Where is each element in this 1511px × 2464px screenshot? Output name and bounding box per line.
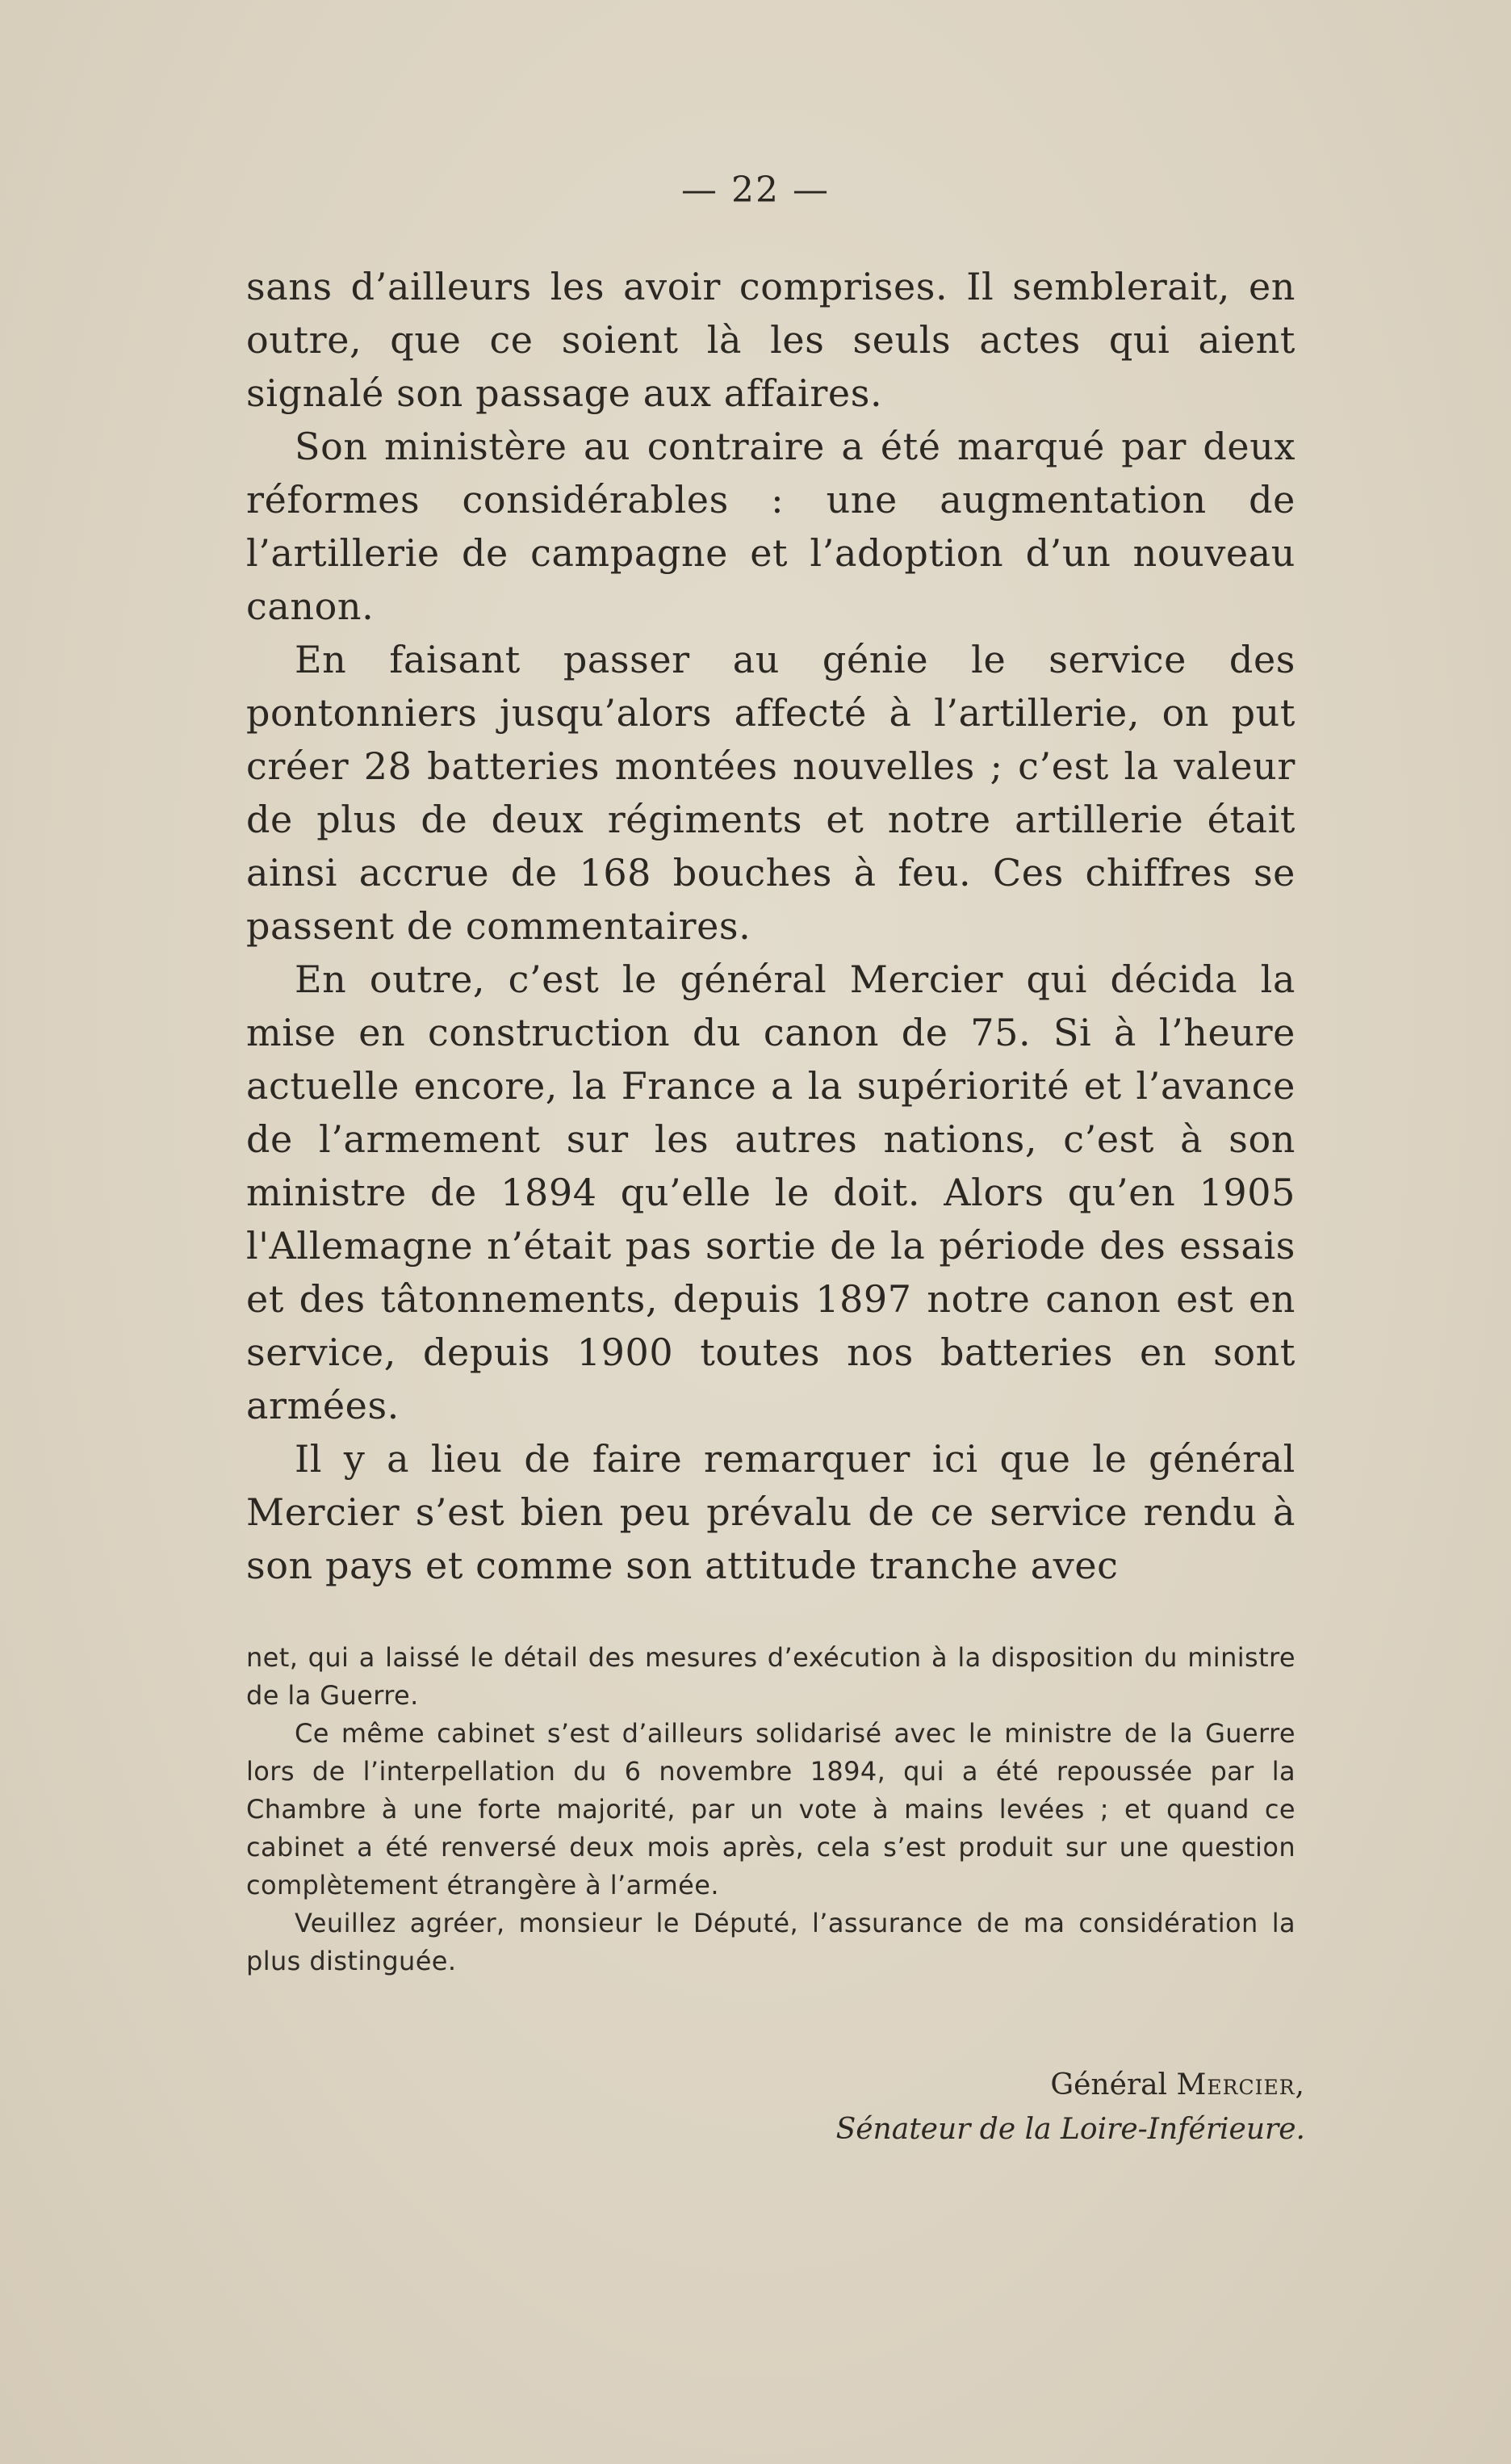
paragraph: En faisant passer au génie le service des pontonniers jusqu’alors affecté à l’artillerie, on put créer 28 batteries montées nouvelles ; c’est la valeur de plus de deux régiments et notre artillerie était ainsi accrue de 168 bouches à feu. Ces chiffres se passent de commentaires. (246, 638, 1295, 948)
signature-name-line (836, 2063, 1305, 2107)
signature-name: Mercier, (1176, 2068, 1305, 2102)
page-number: — 22 — (681, 170, 830, 211)
quoted-letter-text (246, 1639, 1295, 1980)
main-text-body (246, 260, 1295, 1592)
signature-title: Sénateur de la Loire-Inférieure. (835, 2113, 1305, 2146)
paragraph: Son ministère au contraire a été marqué par deux réformes considérables : une augmentation de l’artillerie de campagne et l’adoption d’un nouveau canon. (246, 425, 1295, 628)
paragraph: Il y a lieu de faire remarquer ici que le général Mercier s’est bien peu prévalu de ce service rendu à son pays et comme son attitude tranche avec (246, 1437, 1295, 1587)
note-paragraph: Ce même cabinet s’est d’ailleurs solidarisé avec le ministre de la Guerre lors de l’interpellation du 6 novembre 1894, qui a été repoussée par la Chambre à une forte majorité, par un vote à mains levées ; et quand ce cabinet a été renversé deux mois après, cela s’est produit sur une question complètement étrangère à l’armée. (246, 1718, 1295, 1900)
signature-rank: Général (1050, 2068, 1168, 2102)
note-paragraph: net, qui a laissé le détail des mesures d’exécution à la disposition du ministre de la Guerre. (246, 1642, 1295, 1711)
paragraph: sans d’ailleurs les avoir comprises. Il semblerait, en outre, que ce soient là les seuls actes qui aient signalé son passage aux affaires. (246, 265, 1295, 415)
note-paragraph: Veuillez agréer, monsieur le Député, l’assurance de ma considération la plus distinguée. (246, 1908, 1295, 1976)
paragraph: En outre, c’est le général Mercier qui décida la mise en construction du canon de 75. Si à l’heure actuelle encore, la France a la supériorité et l’avance de l’armement sur les autres nations, c’est à son ministre de 1894 qu’elle le doit. Alors qu’en 1905 l'Allemagne n’était pas sortie de la période des essais et des tâtonnements, depuis 1897 notre canon est en service, depuis 1900 toutes nos batteries en sont armées. (246, 958, 1295, 1427)
signature-block (836, 2063, 1305, 2152)
